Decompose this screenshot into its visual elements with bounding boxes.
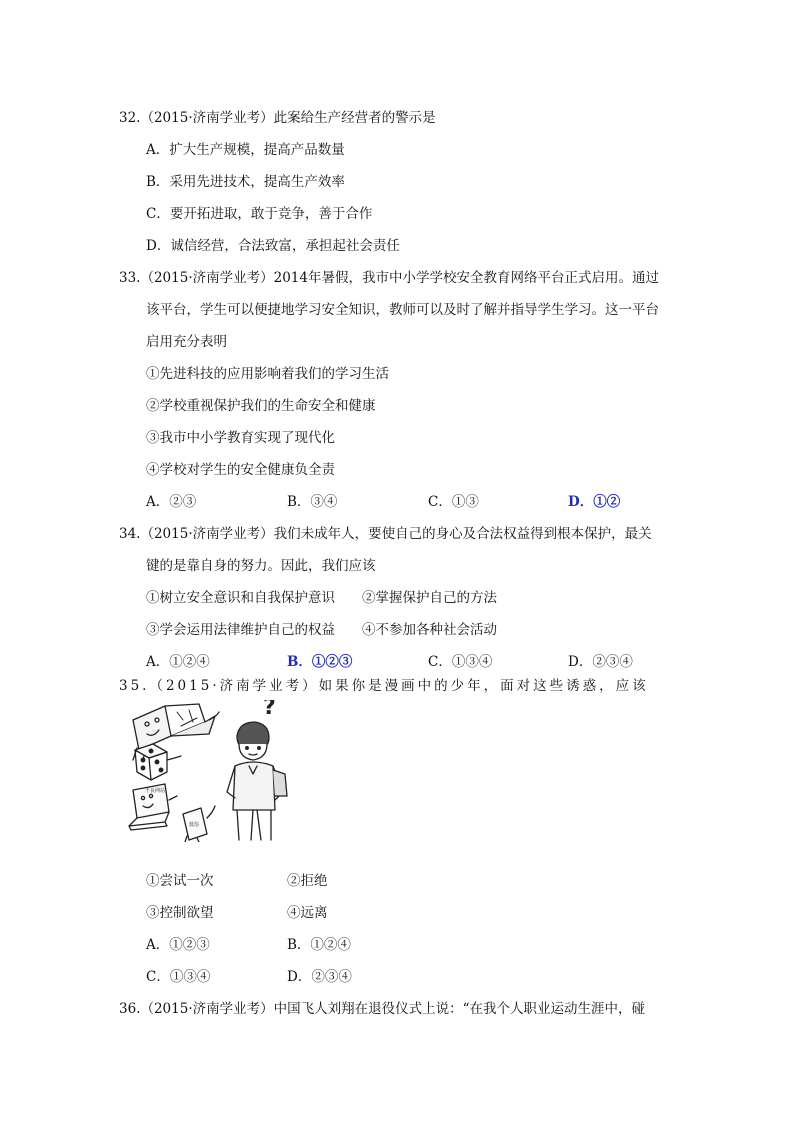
q35-option-c: C．①③④ — [146, 969, 211, 985]
q33-option-d-answer: D．①② — [568, 494, 621, 510]
q34-statement-4: ④不参加各种社会活动 — [362, 622, 497, 638]
q34-option-a: A．①②④ — [146, 654, 210, 670]
q35-option-a: A．①②③ — [146, 937, 210, 953]
dice-figure — [135, 744, 181, 780]
q33-statement-4: ④学校对学生的安全健康负全责 — [146, 462, 335, 478]
q32-option-c: C．要开拓进取，敢于竞争，善于合作 — [146, 206, 373, 222]
q33-statement-2: ②学校重视保护我们的生命安全和健康 — [146, 398, 376, 414]
q34-option-c: C．①③④ — [428, 654, 493, 670]
boy-figure — [227, 722, 287, 840]
cartoon-drawing — [123, 700, 293, 842]
q32-option-a: A．扩大生产规模，提高产品数量 — [146, 142, 345, 158]
q34-stem-line1: 34.（2015·济南学业考）我们未成年人，要使自己的身心及合法权益得到根本保护，最关 — [119, 526, 652, 542]
temptation-cartoon — [123, 700, 293, 842]
q33-statement-3: ③我市中小学教育实现了现代化 — [146, 430, 335, 446]
q32-stem: 32.（2015·济南学业考）此案给生产经营者的警示是 — [119, 110, 436, 126]
q35-statement-4: ④远离 — [287, 905, 328, 921]
q32-option-d: D．诚信经营，合法致富，承担起社会责任 — [146, 238, 400, 254]
q33-stem-line3: 启用充分表明 — [146, 334, 227, 350]
q34-option-d: D．②③④ — [568, 654, 633, 670]
question-mark: ? — [263, 700, 276, 720]
q34-option-b-answer: B．①②③ — [287, 654, 353, 670]
q35-option-d: D．②③④ — [287, 969, 352, 985]
q33-stem-line2: 该平台，学生可以便捷地学习安全知识，教师可以及时了解并指导学生学习。这一平台 — [146, 302, 659, 318]
q35-stem: 35.（2015·济南学业考）如果你是漫画中的少年，面对这些诱惑，应该 — [119, 678, 649, 694]
q35-statement-2: ②拒绝 — [287, 873, 328, 889]
q33-option-a: A．②③ — [146, 494, 197, 510]
computer-screen-text: 不良网站 — [145, 788, 166, 794]
q34-statement-1: ①树立安全意识和自我保护意识 — [146, 590, 335, 606]
q35-statement-1: ①尝试一次 — [146, 873, 214, 889]
q35-option-b: B．①②④ — [287, 937, 351, 953]
q33-option-c: C．①③ — [428, 494, 479, 510]
q33-option-b: B．③④ — [287, 494, 338, 510]
q34-statement-3: ③学会运用法律维护自己的权益 — [146, 622, 335, 638]
q32-option-b: B．采用先进技术，提高生产效率 — [146, 174, 345, 190]
q34-stem-line2: 键的是靠自身的努力。因此，我们应该 — [146, 558, 376, 574]
q33-stem-line1: 33.（2015·济南学业考）2014年暑假，我市中小学学校安全教育网络平台正式启用。通过 — [119, 270, 659, 286]
paper-text: 低俗 — [189, 822, 200, 828]
q34-statement-2: ②掌握保护自己的方法 — [362, 590, 497, 606]
q36-stem: 36.（2015·济南学业考）中国飞人刘翔在退役仪式上说：“在我个人职业运动生涯中，碰 — [119, 1001, 646, 1017]
q35-statement-3: ③控制欲望 — [146, 905, 214, 921]
q33-statement-1: ①先进科技的应用影响着我们的学习生活 — [146, 366, 389, 382]
